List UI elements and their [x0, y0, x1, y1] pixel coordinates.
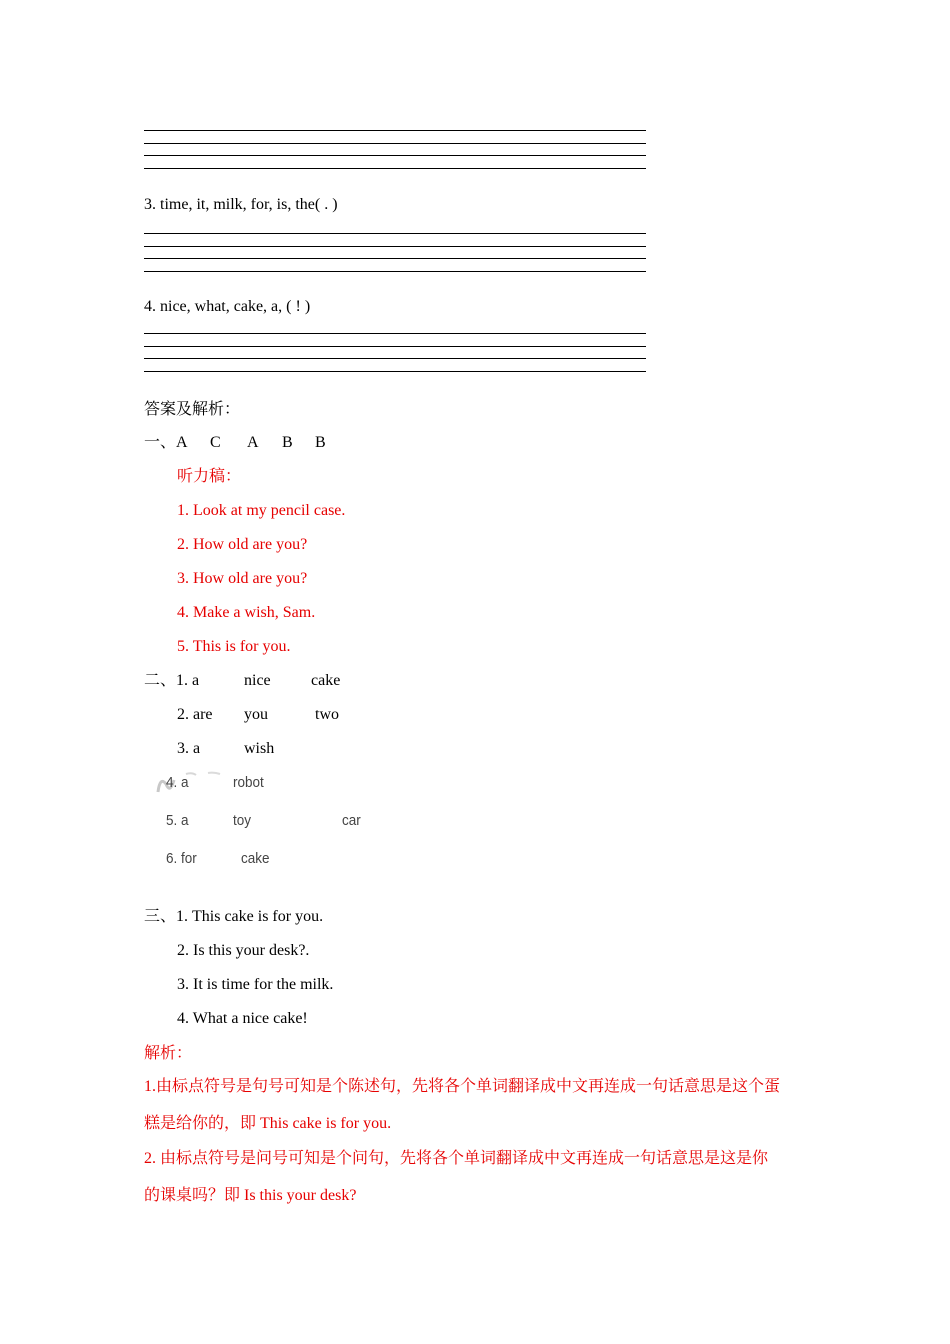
part1-answer: A [247, 434, 259, 451]
transcript-line: 5. This is for you. [177, 638, 291, 655]
part3-answer: 3. It is time for the milk. [177, 976, 334, 993]
transcript-line: 1. Look at my pencil case. [177, 502, 346, 519]
answer-line [144, 346, 646, 347]
part2-cell: you [244, 706, 268, 723]
answer-line [144, 371, 646, 372]
part2-cell: 4. a [166, 774, 189, 791]
analysis-line: 2. 由标点符号是问号可知是个问句，先将各个单词翻译成中文再连成一句话意思是这是你 [144, 1150, 769, 1167]
transcript-line: 2. How old are you? [177, 536, 308, 553]
part2-cell: 3. a [177, 740, 201, 757]
part2-cell: 6. for [166, 850, 197, 867]
answer-line [144, 233, 646, 234]
part2-cell: two [315, 706, 339, 723]
question-4: 4. nice, what, cake, a, ( ! ) [144, 298, 311, 315]
transcript-line: 4. Make a wish, Sam. [177, 604, 316, 621]
answer-line [144, 333, 646, 334]
part2-cell: toy [233, 812, 252, 829]
analysis-label: 解析： [144, 1045, 193, 1062]
part2-cell: 2. are [177, 706, 213, 723]
part2-cell: cake [241, 850, 270, 867]
part1-answer-prefix: 一、A [144, 434, 188, 451]
answer-line [144, 271, 646, 272]
part1-answer: B [315, 434, 326, 451]
transcript-line: 3. How old are you? [177, 570, 308, 587]
transcript-label: 听力稿： [177, 468, 242, 485]
part3-answer: 2. Is this your desk?. [177, 942, 310, 959]
answer-line [144, 168, 646, 169]
question-3: 3. time, it, milk, for, is, the( . ) [144, 196, 338, 213]
part2-cell: cake [311, 672, 341, 689]
part2-cell: nice [244, 672, 271, 689]
part1-answer: B [282, 434, 293, 451]
part3-answer: 三、1. This cake is for you. [144, 908, 324, 925]
part2-cell: 5. a [166, 812, 189, 829]
answer-line [144, 143, 646, 144]
part2-cell: robot [233, 774, 264, 791]
answer-line [144, 258, 646, 259]
answer-line [144, 155, 646, 156]
answers-heading: 答案及解析： [144, 401, 241, 418]
analysis-line: 糕是给你的，即 This cake is for you. [144, 1115, 392, 1132]
answer-line [144, 246, 646, 247]
answer-line [144, 358, 646, 359]
part3-answer: 4. What a nice cake! [177, 1010, 308, 1027]
part2-cell: wish [244, 740, 275, 757]
analysis-line: 1.由标点符号是句号可知是个陈述句，先将各个单词翻译成中文再连成一句话意思是这个蛋 [144, 1078, 781, 1095]
part2-cell: car [342, 812, 361, 829]
part2-cell: 二、1. a [144, 672, 200, 689]
analysis-line: 的课桌吗？即 Is this your desk? [144, 1187, 357, 1204]
answer-line [144, 130, 646, 131]
part1-answer: C [210, 434, 221, 451]
